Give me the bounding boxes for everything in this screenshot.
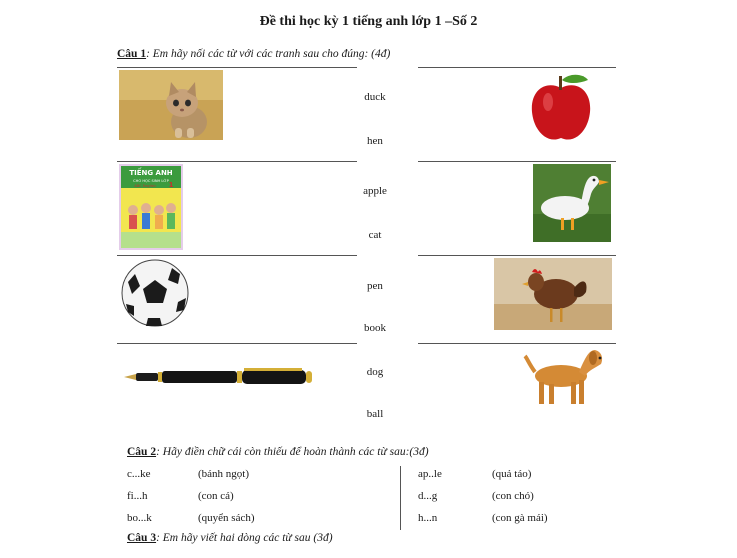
fill-word: ap..le <box>418 468 442 480</box>
divider <box>418 255 616 256</box>
question-3-instruction: : Em hãy viết hai dòng các từ sau (3đ) <box>156 532 333 544</box>
book-cover-subtitle: CHO HỌC SINH LỚP <box>133 179 169 183</box>
fill-meaning: (con gà mái) <box>492 512 548 524</box>
fill-meaning: (con cá) <box>198 490 234 502</box>
book-picture <box>119 164 183 250</box>
fill-meaning: (bánh ngọt) <box>198 468 250 480</box>
word-option: dog <box>366 366 384 378</box>
fill-word: h...n <box>418 512 438 524</box>
question-3-label: Câu 3 <box>127 532 157 544</box>
book-cover-grade: 1 <box>168 181 174 189</box>
word-option: cat <box>368 229 382 241</box>
question-1-header <box>117 48 390 60</box>
divider <box>117 67 357 68</box>
fill-word: fi...h <box>127 490 148 502</box>
divider <box>418 161 616 162</box>
divider <box>117 161 357 162</box>
word-option: hen <box>367 135 383 147</box>
fill-meaning: (con chó) <box>492 490 534 502</box>
fill-word: bo...k <box>127 512 152 524</box>
hen-picture <box>494 258 612 330</box>
apple-picture <box>528 72 594 144</box>
question-2-header <box>127 446 429 458</box>
divider <box>418 343 616 344</box>
book-cover-title: TIẾNG ANH <box>129 169 173 177</box>
duck-picture <box>533 164 611 242</box>
column-divider <box>400 466 401 530</box>
question-1-instruction: : Em hãy nối các từ với các tranh sau cho đúng: (4đ) <box>146 48 391 60</box>
ball-picture <box>120 258 190 328</box>
pen-picture <box>124 366 314 388</box>
book-cover-series: ABC English <box>134 184 156 188</box>
question-2-instruction: : Hãy điền chữ cái còn thiếu để hoàn thành các từ sau:(3đ) <box>156 446 429 458</box>
fill-word: d...g <box>418 490 438 502</box>
fill-meaning: (quả táo) <box>492 468 532 480</box>
cat-picture <box>119 70 223 140</box>
word-option: apple <box>363 185 387 197</box>
word-option: book <box>364 322 386 334</box>
fill-meaning: (quyển sách) <box>198 512 255 524</box>
question-1-label: Câu 1 <box>117 48 147 60</box>
divider <box>117 255 357 256</box>
word-option: duck <box>364 91 386 103</box>
page-title: Đề thi học kỳ 1 tiếng anh lớp 1 –Số 2 <box>259 14 478 29</box>
fill-word: c...ke <box>127 468 151 480</box>
word-option: ball <box>366 408 384 420</box>
word-option: pen <box>367 280 383 292</box>
divider <box>418 67 616 68</box>
question-3-header <box>127 532 333 544</box>
divider <box>117 343 357 344</box>
question-2-label: Câu 2 <box>127 446 157 458</box>
dog-picture <box>523 346 605 408</box>
